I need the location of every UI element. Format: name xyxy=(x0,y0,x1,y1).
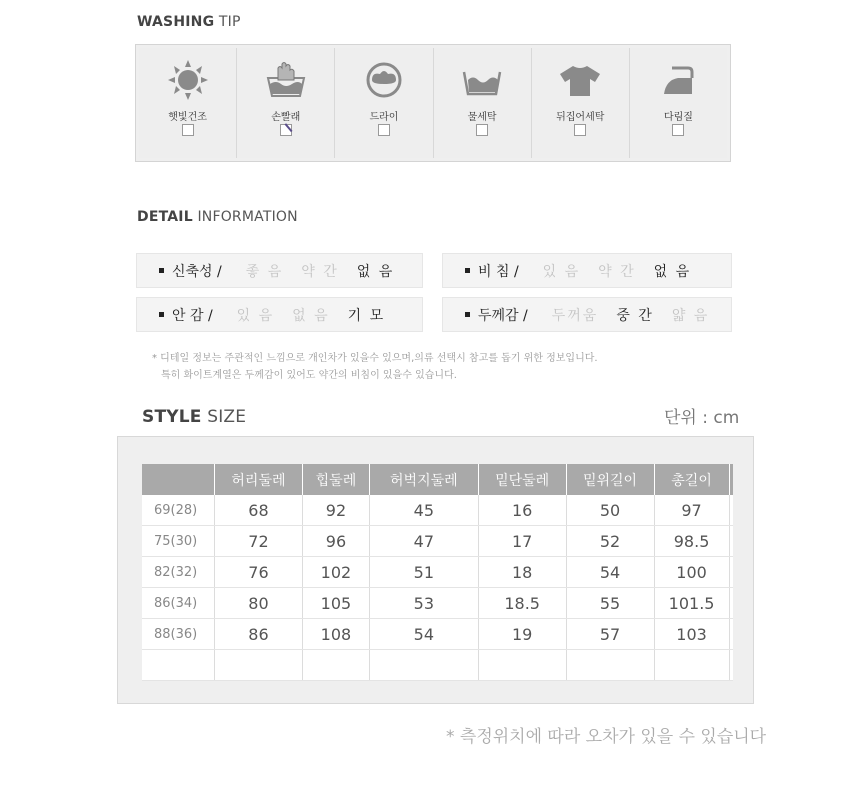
table-row xyxy=(142,619,733,650)
size-value-cell: 102 xyxy=(302,557,369,588)
size-value-cell xyxy=(729,495,733,526)
size-table-panel xyxy=(117,436,754,704)
wash-item-inside-out xyxy=(532,48,630,158)
size-value-cell: 92 xyxy=(302,495,369,526)
washing-tip-title: WASHING TIP xyxy=(137,14,241,30)
size-value-cell: 45 xyxy=(369,495,478,526)
detail-option: 두꺼움 xyxy=(551,307,599,324)
size-value-cell: 18.5 xyxy=(478,588,566,619)
header-cell xyxy=(729,464,733,495)
bullet xyxy=(159,312,164,317)
header-cell: 힙둘레 xyxy=(302,464,369,495)
size-table-header-row xyxy=(142,464,733,495)
size-value-cell: 96 xyxy=(302,526,369,557)
size-label-cell: 75(30) xyxy=(142,526,215,557)
detail-note-line1: * 디테일 정보는 주관적인 느낌으로 개인차가 있을수 있으며,의류 선택시 참고를 돕기 위한 정보입니다. xyxy=(152,353,598,364)
style-size-title: STYLE SIZE xyxy=(142,407,247,427)
wash-item-hand-wash xyxy=(237,48,335,158)
detail-row-see-through xyxy=(442,253,732,288)
header-cell: 밑단둘레 xyxy=(478,464,566,495)
wash-item-dry-clean xyxy=(335,48,433,158)
detail-option-selected: 중 간 xyxy=(616,307,654,324)
size-value-cell: 101.5 xyxy=(654,588,729,619)
detail-label: 신축성 / xyxy=(172,263,222,280)
size-value-cell xyxy=(729,650,733,681)
size-label-cell xyxy=(142,650,215,681)
wash-checkbox-dry-clean[interactable] xyxy=(378,124,390,136)
bullet xyxy=(159,268,164,273)
detail-option-selected: 없 음 xyxy=(653,263,692,280)
size-value-cell: 100 xyxy=(654,557,729,588)
wash-item-water-wash xyxy=(434,48,532,158)
size-value-cell: 97 xyxy=(654,495,729,526)
wash-label-iron: 다림질 xyxy=(663,112,693,123)
size-value-cell: 108 xyxy=(302,619,369,650)
size-value-cell: 53 xyxy=(369,588,478,619)
detail-label: 두께감 / xyxy=(478,307,528,324)
size-value-cell xyxy=(478,650,566,681)
size-value-cell: 19 xyxy=(478,619,566,650)
detail-option: 얇 음 xyxy=(671,307,710,324)
washing-tip-panel xyxy=(135,44,731,162)
size-value-cell xyxy=(566,650,654,681)
wash-label-hand-wash: 손빨래 xyxy=(271,112,301,123)
size-label-cell: 82(32) xyxy=(142,557,215,588)
size-label-cell: 69(28) xyxy=(142,495,215,526)
size-value-cell: 47 xyxy=(369,526,478,557)
detail-option: 약 간 xyxy=(598,263,636,280)
size-value-cell: 50 xyxy=(566,495,654,526)
detail-option: 있 음 xyxy=(542,263,581,280)
header-cell: 밑위길이 xyxy=(566,464,654,495)
size-value-cell: 18 xyxy=(478,557,566,588)
size-unit-label: 단위 : cm xyxy=(664,408,740,428)
size-value-cell: 76 xyxy=(215,557,303,588)
size-value-cell xyxy=(729,557,733,588)
wash-label-inside-out: 뒤집어세탁 xyxy=(556,112,605,123)
measurement-footnote: * 측정위치에 따라 오차가 있을 수 있습니다 xyxy=(446,727,767,747)
detail-option-selected: 없 음 xyxy=(356,263,395,280)
detail-row-lining xyxy=(136,297,423,332)
shirt-icon xyxy=(558,60,602,100)
size-value-cell: 98.5 xyxy=(654,526,729,557)
wash-checkbox-sun-dry[interactable] xyxy=(182,124,194,136)
table-row xyxy=(142,650,733,681)
size-value-cell xyxy=(215,650,303,681)
detail-option: 좋 음 xyxy=(245,263,284,280)
water-wash-icon xyxy=(460,60,504,100)
table-row xyxy=(142,588,733,619)
sun-icon xyxy=(166,60,210,100)
size-value-cell xyxy=(729,619,733,650)
size-label-cell: 88(36) xyxy=(142,619,215,650)
header-cell: 허리둘레 xyxy=(215,464,303,495)
detail-label: 안 감 / xyxy=(172,307,213,324)
size-label-cell: 86(34) xyxy=(142,588,215,619)
size-value-cell: 68 xyxy=(215,495,303,526)
size-value-cell: 105 xyxy=(302,588,369,619)
detail-option: 없 음 xyxy=(292,307,330,324)
size-value-cell: 86 xyxy=(215,619,303,650)
hand-wash-icon xyxy=(264,60,308,100)
size-value-cell: 55 xyxy=(566,588,654,619)
size-value-cell: 51 xyxy=(369,557,478,588)
wash-checkbox-hand-wash[interactable] xyxy=(280,124,292,136)
size-value-cell: 57 xyxy=(566,619,654,650)
bullet xyxy=(465,312,470,317)
size-table xyxy=(142,464,733,681)
detail-information-title: DETAIL INFORMATION xyxy=(137,209,298,225)
header-cell: 총길이 xyxy=(654,464,729,495)
size-value-cell: 54 xyxy=(566,557,654,588)
size-value-cell: 80 xyxy=(215,588,303,619)
iron-icon xyxy=(656,60,700,100)
bullet xyxy=(465,268,470,273)
wash-item-iron xyxy=(630,48,727,158)
detail-note-line2: 특히 화이트계열은 두께감이 있어도 약간의 비침이 있을수 있습니다. xyxy=(161,370,457,381)
size-value-cell xyxy=(729,526,733,557)
size-value-cell: 17 xyxy=(478,526,566,557)
table-row xyxy=(142,495,733,526)
header-cell: 허벅지둘레 xyxy=(369,464,478,495)
size-value-cell: 103 xyxy=(654,619,729,650)
wash-checkbox-iron[interactable] xyxy=(672,124,684,136)
dry-clean-icon xyxy=(362,60,406,100)
wash-label-water-wash: 물세탁 xyxy=(467,112,497,123)
size-value-cell: 16 xyxy=(478,495,566,526)
wash-item-sun-dry xyxy=(139,48,237,158)
detail-row-elasticity xyxy=(136,253,423,288)
table-row xyxy=(142,557,733,588)
detail-option: 약 간 xyxy=(301,263,339,280)
size-value-cell xyxy=(369,650,478,681)
wash-label-sun-dry: 햇빛건조 xyxy=(168,112,207,123)
size-value-cell: 54 xyxy=(369,619,478,650)
size-value-cell: 52 xyxy=(566,526,654,557)
table-row xyxy=(142,526,733,557)
detail-label: 비 침 / xyxy=(478,263,519,280)
detail-row-thickness xyxy=(442,297,732,332)
wash-checkbox-water-wash[interactable] xyxy=(476,124,488,136)
size-value-cell xyxy=(302,650,369,681)
size-value-cell: 72 xyxy=(215,526,303,557)
detail-option-selected: 기 모 xyxy=(347,307,386,324)
header-cell xyxy=(142,464,215,495)
detail-option: 있 음 xyxy=(236,307,275,324)
wash-checkbox-inside-out[interactable] xyxy=(574,124,586,136)
size-value-cell xyxy=(654,650,729,681)
size-value-cell xyxy=(729,588,733,619)
wash-label-dry-clean: 드라이 xyxy=(369,112,399,123)
